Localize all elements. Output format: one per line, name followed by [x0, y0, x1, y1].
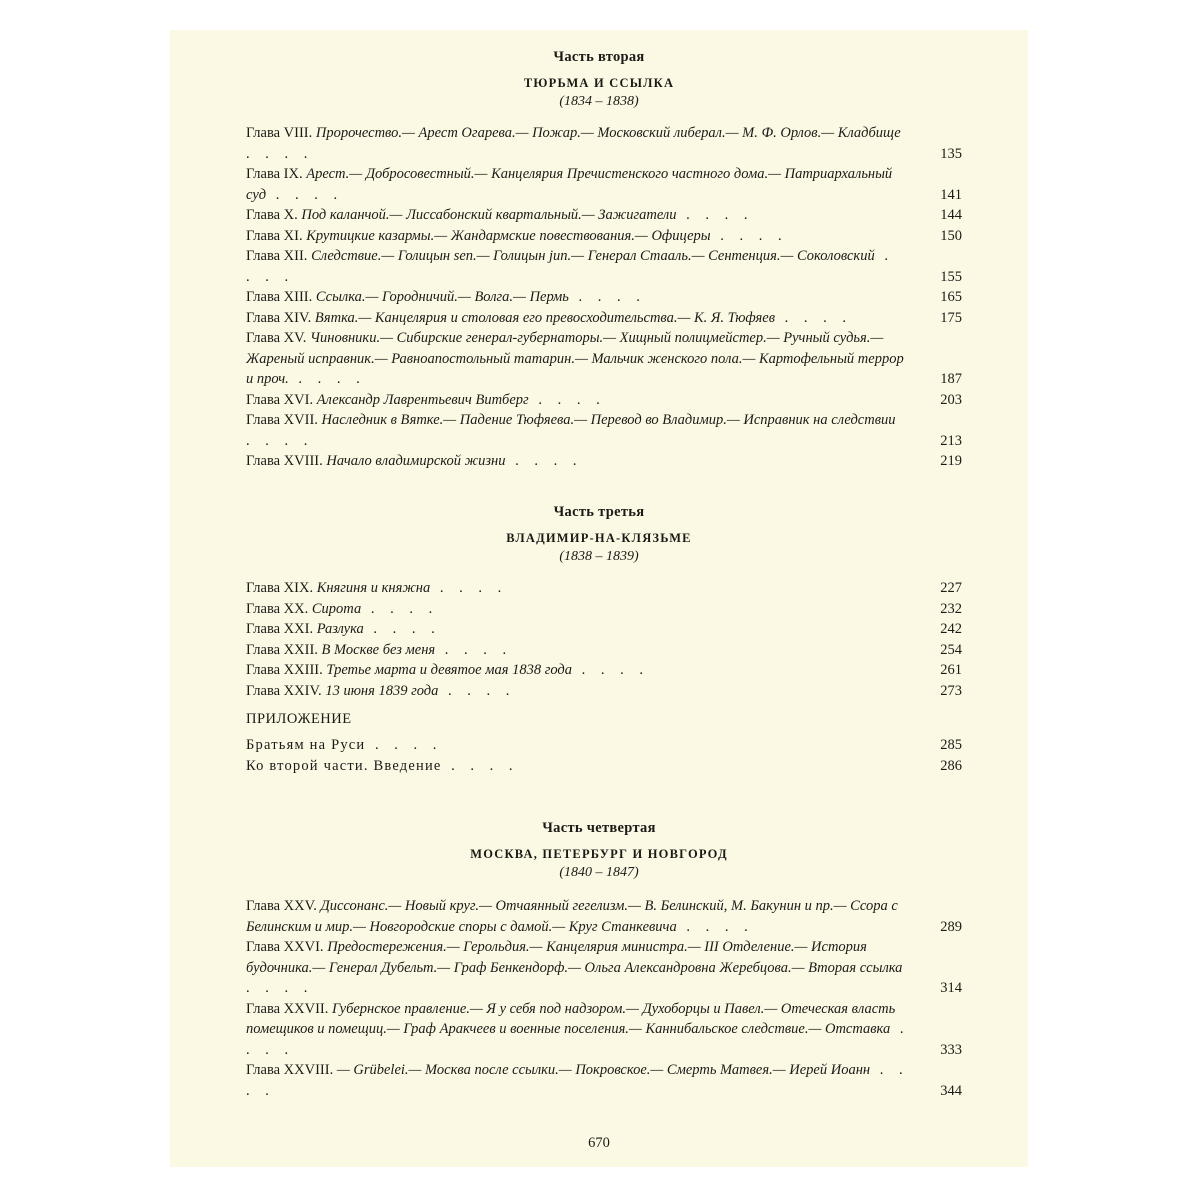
appendix-heading: ПРИЛОЖЕНИЕ [246, 711, 352, 727]
dot-leader: . . . . [438, 682, 516, 699]
page-ref: 144 [940, 207, 962, 223]
chapter-title: Княгиня и княжна [316, 580, 431, 596]
toc-entry [246, 390, 962, 411]
chapter-title: Пророчество.— Арест Огарева.— Пожар.— Московский либерал.— М. Ф. Орлов.— Кладбище [315, 125, 901, 141]
toc-entry-text [246, 328, 912, 390]
part-title: Часть третья [553, 504, 645, 520]
toc-entry-text [246, 205, 912, 226]
part-years: (1838 – 1839) [559, 549, 639, 564]
toc-entry [246, 937, 962, 999]
dot-leader: . . . . [710, 227, 788, 244]
toc-entry [246, 123, 962, 164]
chapter-title: Начало владимирской жизни [326, 453, 506, 469]
toc-entry [246, 287, 962, 308]
chapter-title: Братьям на Руси [246, 737, 366, 753]
part-3-toc [246, 578, 962, 701]
page-ref: 261 [940, 662, 962, 678]
part-years: (1840 – 1847) [559, 865, 639, 880]
chapter-title: Крутицкие казармы.— Жандармские повествования.— Офицеры [306, 227, 711, 244]
toc-entry-text [246, 999, 912, 1061]
chapter-label: Глава XVII. [246, 412, 318, 428]
toc-entry-text [246, 937, 912, 999]
toc-entry [246, 226, 962, 247]
chapter-label: Глава XX. [246, 600, 309, 617]
toc-entry-text [246, 640, 912, 661]
chapter-label: Глава X. [246, 207, 298, 223]
part-4-toc [246, 896, 962, 1101]
chapter-title: В Москве без меня [321, 641, 436, 658]
toc-entry-text [246, 896, 912, 937]
chapter-title: 13 июня 1839 года [325, 682, 439, 699]
chapter-label: Глава XXII. [246, 641, 318, 658]
toc-entry-text [246, 578, 912, 599]
part-subtitle: ТЮРЬМА И ССЫЛКА [523, 76, 675, 90]
page-ref: 242 [940, 621, 962, 637]
toc-entry [246, 681, 962, 702]
toc-entry [246, 619, 962, 640]
chapter-label: Глава XXVI. [246, 939, 324, 955]
toc-entry [246, 451, 962, 472]
dot-leader: . . . . [676, 207, 754, 223]
part-subtitle: ВЛАДИМИР-НА-КЛЯЗЬМЕ [506, 531, 692, 545]
page-ref: 227 [940, 580, 962, 596]
dot-leader: . . . . [246, 1021, 910, 1058]
toc-entry-text [246, 246, 912, 287]
chapter-label: Глава XXIII. [246, 662, 323, 678]
toc-entry-text [246, 451, 912, 472]
toc-entry-text [246, 123, 912, 164]
toc-entry-text [246, 308, 912, 329]
chapter-label: Глава XXVIII. [246, 1062, 334, 1078]
page-ref: 165 [940, 289, 962, 305]
dot-leader: . . . . [568, 289, 646, 305]
page-number: 670 [588, 1135, 610, 1151]
dot-leader: . . . . [365, 737, 443, 753]
page-ref: 289 [940, 918, 962, 935]
page-ref: 187 [940, 371, 962, 387]
part-3-heading [170, 502, 1028, 565]
dot-leader: . . . . [288, 371, 366, 387]
book-page [170, 30, 1028, 1167]
chapter-label: Глава VIII. [246, 125, 313, 141]
toc-entry [246, 660, 962, 681]
part-4-heading [170, 818, 1028, 881]
toc-entry [246, 205, 962, 226]
page-ref: 314 [940, 980, 962, 996]
chapter-title: Ссылка.— Городничий.— Волга.— Пермь [315, 289, 569, 305]
page-ref: 254 [940, 641, 962, 658]
dot-leader: . . . . [246, 432, 314, 449]
dot-leader: . . . . [246, 1062, 909, 1099]
toc-entry [246, 735, 962, 756]
dot-leader: . . . . [528, 391, 606, 408]
chapter-label: Глава XXIV. [246, 682, 322, 699]
dot-leader: . . . . [246, 248, 894, 285]
toc-entry-text [246, 756, 912, 777]
chapter-label: Глава IX. [246, 166, 303, 182]
part-years: (1834 – 1838) [559, 94, 639, 109]
part-title: Часть вторая [553, 49, 645, 65]
toc-entry [246, 756, 962, 777]
toc-entry-text [246, 287, 912, 308]
toc-entry-text [246, 410, 912, 451]
chapter-label: Глава XIX. [246, 580, 314, 596]
toc-entry [246, 164, 962, 205]
dot-leader: . . . . [266, 186, 344, 203]
toc-entry [246, 246, 962, 287]
chapter-label: Глава XIV. [246, 309, 312, 326]
chapter-title: Арест.— Добросовестный.— Канцелярия Пречистенского частного дома.— Патриархальный суд [246, 166, 893, 203]
chapter-title: Разлука [316, 621, 364, 637]
chapter-label: Глава XI. [246, 227, 303, 244]
chapter-label: Глава XXV. [246, 898, 317, 914]
chapter-title: Ко второй части. Введение [246, 757, 442, 774]
chapter-label: Глава XIII. [246, 289, 313, 305]
dot-leader: . . . . [363, 621, 441, 637]
toc-entry [246, 896, 962, 937]
appendix-toc [246, 735, 962, 776]
chapter-title: Следствие.— Голицын sen.— Голицын jun.— Генерал Стааль.— Сентенция.— Соколовский [311, 248, 875, 264]
toc-entry-text [246, 226, 912, 247]
chapter-title: Александр Лаврентьевич Витберг [316, 391, 529, 408]
dot-leader: . . . . [361, 600, 439, 617]
toc-entry-text [246, 599, 912, 620]
page-ref: 175 [940, 309, 962, 326]
page-ref: 232 [940, 600, 962, 617]
chapter-label: Глава XVI. [246, 391, 314, 408]
chapter-label: Глава XV. [246, 330, 307, 346]
page-ref: 213 [940, 432, 962, 449]
part-2-toc [246, 123, 962, 472]
toc-entry-text [246, 660, 912, 681]
chapter-title: Губернское правление.— Я у себя под надзором.— Духоборцы и Павел.— Отеческая власть помещиков и помещиц.— Граф Аракчеев и военные поселения.— Каннибальское следствие.— Отставка [246, 1000, 896, 1037]
toc-entry [246, 410, 962, 451]
chapter-label: Глава XXVII. [246, 1000, 329, 1017]
chapter-title: Под каланчой.— Лиссабонский квартальный.— Зажигатели [301, 207, 677, 223]
dot-leader: . . . . [441, 757, 519, 774]
page-ref: 141 [940, 186, 962, 203]
chapter-title: Предостережения.— Герольдия.— Канцелярия министра.— III Отделение.— История будочника.— Генерал Дубельт.— Граф Бенкендорф.— Ольга Александровна Жеребцова.— Вторая ссылка [246, 939, 903, 976]
chapter-title: — Grübelei.— Москва после ссылки.— Покровское.— Смерть Матвея.— Иерей Иоанн [336, 1062, 871, 1078]
part-subtitle: МОСКВА, ПЕТЕРБУРГ И НОВГОРОД [470, 847, 728, 861]
page-ref: 203 [940, 391, 962, 408]
page-ref: 344 [940, 1082, 962, 1099]
dot-leader: . . . . [676, 918, 754, 935]
toc-entry-text [246, 164, 912, 205]
toc-entry [246, 599, 962, 620]
chapter-title: Третье марта и девятое мая 1838 года [326, 662, 573, 678]
chapter-title: Чиновники.— Сибирские генерал-губернаторы.— Хищный полицмейстер.— Ручный судья.— Жареный исправник.— Равноапостольный татарин.— Мальчик женского пола.— Картофельный террор и проч. [246, 330, 904, 387]
page-ref: 135 [940, 145, 962, 162]
toc-entry-text [246, 681, 912, 702]
toc-entry-text [246, 1060, 912, 1101]
chapter-title: Вятка.— Канцелярия и столовая его превосходительства.— К. Я. Тюфяев [314, 309, 775, 326]
page-ref: 286 [940, 757, 962, 774]
part-title: Часть четвертая [542, 820, 656, 836]
toc-entry-text [246, 619, 912, 640]
part-2-heading [170, 47, 1028, 110]
dot-leader: . . . . [505, 453, 583, 469]
chapter-title: Диссонанс.— Новый круг.— Отчаянный гегелизм.— В. Белинский, М. Бакунин и пр.— Ссора с Белинским и мир.— Новгородские споры с дамой.— Круг Станкевича [246, 898, 898, 935]
toc-entry [246, 308, 962, 329]
dot-leader: . . . . [246, 980, 314, 996]
toc-entry-text [246, 735, 912, 756]
toc-entry [246, 999, 962, 1061]
chapter-title: Наследник в Вятке.— Падение Тюфяева.— Перевод во Владимир.— Исправник на следствии [321, 412, 896, 428]
dot-leader: . . . . [430, 580, 508, 596]
chapter-label: Глава XII. [246, 248, 308, 264]
toc-entry [246, 640, 962, 661]
chapter-label: Глава XXI. [246, 621, 314, 637]
toc-entry-text [246, 390, 912, 411]
toc-entry [246, 1060, 962, 1101]
page-ref: 150 [940, 227, 962, 244]
page-ref: 273 [940, 682, 962, 699]
chapter-label: Глава XVIII. [246, 453, 323, 469]
dot-leader: . . . . [775, 309, 852, 326]
toc-entry [246, 578, 962, 599]
toc-entry [246, 328, 962, 390]
page-ref: 155 [940, 268, 962, 285]
chapter-title: Сирота [311, 600, 362, 617]
dot-leader: . . . . [246, 145, 314, 162]
page-ref: 219 [940, 453, 962, 469]
dot-leader: . . . . [435, 641, 513, 658]
page-ref: 333 [940, 1041, 962, 1058]
dot-leader: . . . . [572, 662, 650, 678]
page-ref: 285 [940, 737, 962, 753]
